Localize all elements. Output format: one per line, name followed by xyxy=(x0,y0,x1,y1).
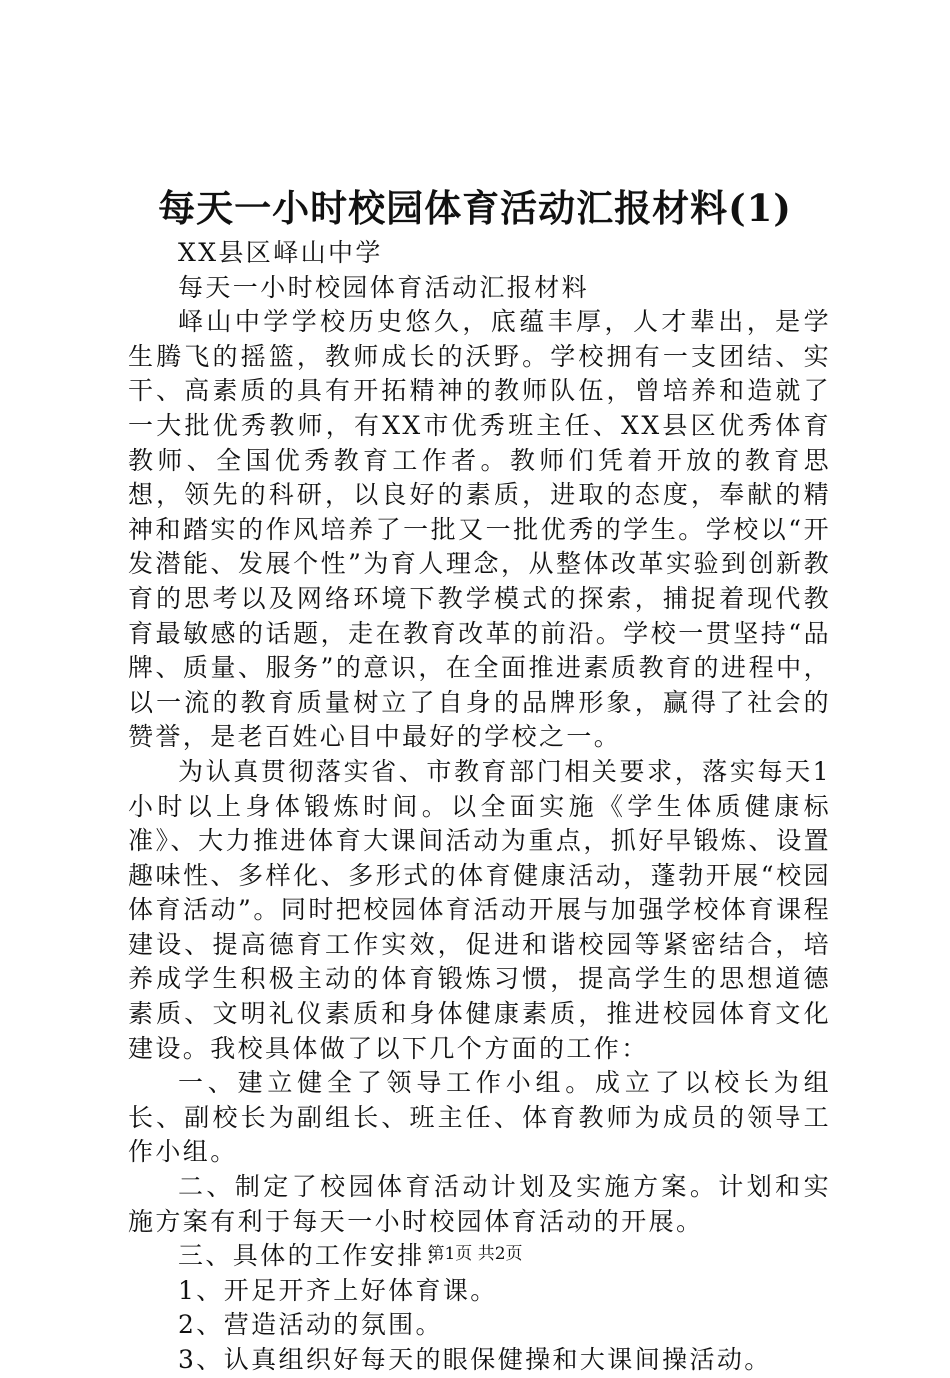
school-name-line: XX县区峄山中学 xyxy=(178,238,383,267)
list-item-2: 2、营造活动的氛围。 xyxy=(178,1310,443,1340)
list-item-3: 3、认真组织好每天的眼保健操和大课间操活动。 xyxy=(178,1345,772,1374)
paragraph-item-1: 一、建立健全了领导工作小组。成立了以校长为组长、副校长为副组长、班主任、体育教师为成员的领导工作小组。 xyxy=(128,1068,831,1167)
paragraph-item-2: 二、制定了校园体育活动计划及实施方案。计划和实施方案有利于每天一小时校园体育活动的开展。 xyxy=(128,1172,831,1236)
document-body xyxy=(128,236,831,1378)
paragraph-item-3-heading: 三、具体的工作安排： xyxy=(178,1241,453,1271)
list-item-1: 1、开足开齐上好体育课。 xyxy=(178,1275,498,1305)
paragraph-school-intro: 峄山中学学校历史悠久，底蕴丰厚，人才辈出，是学生腾飞的摇篮，教师成长的沃野。学校拥有一支团结、实干、高素质的具有开拓精神的教师队伍，曾培养和造就了一大批优秀教师，有XX市优秀班主任、XX县区优秀体育教师、全国优秀教育工作者。教师们凭着开放的教育思想，领先的科研，以良好的素质，进取的态度，奉献的精神和踏实的作风培养了一批又一批优秀的学生。学校以“开发潜能、发展个性”为育人理念，从整体改革实验到创新教育的思考以及网络环境下教学模式的探索，捕捉着现代教育最敏感的话题，走在教育改革的前沿。学校一贯坚持“品牌、质量、服务”的意识，在全面推进素质教育的进程中，以一流的教育质量树立了自身的品牌形象，赢得了社会的赞誉，是老百姓心目中最好的学校之一。 xyxy=(128,307,831,752)
subtitle-line: 每天一小时校园体育活动汇报材料 xyxy=(178,272,590,302)
paragraph-implementation: 为认真贯彻落实省、市教育部门相关要求，落实每天1小时以上身体锻炼时间。以全面实施《学生体质健康标准》、大力推进体育大课间活动为重点，抓好早锻炼、设置趣味性、多样化、多形式的体育健康活动，蓬勃开展“校园体育活动”。同时把校园体育活动开展与加强学校体育课程建设、提高德育工作实效，促进和谐校园等紧密结合，培养成学生积极主动的体育锻炼习惯，提高学生的思想道德素质、文明礼仪素质和身体健康素质，推进校园体育文化建设。我校具体做了以下几个方面的工作： xyxy=(128,756,831,1063)
page-number-footer: 第1页 共2页 xyxy=(427,1244,523,1264)
document-title: 每天一小时校园体育活动汇报材料(1) xyxy=(158,186,792,230)
